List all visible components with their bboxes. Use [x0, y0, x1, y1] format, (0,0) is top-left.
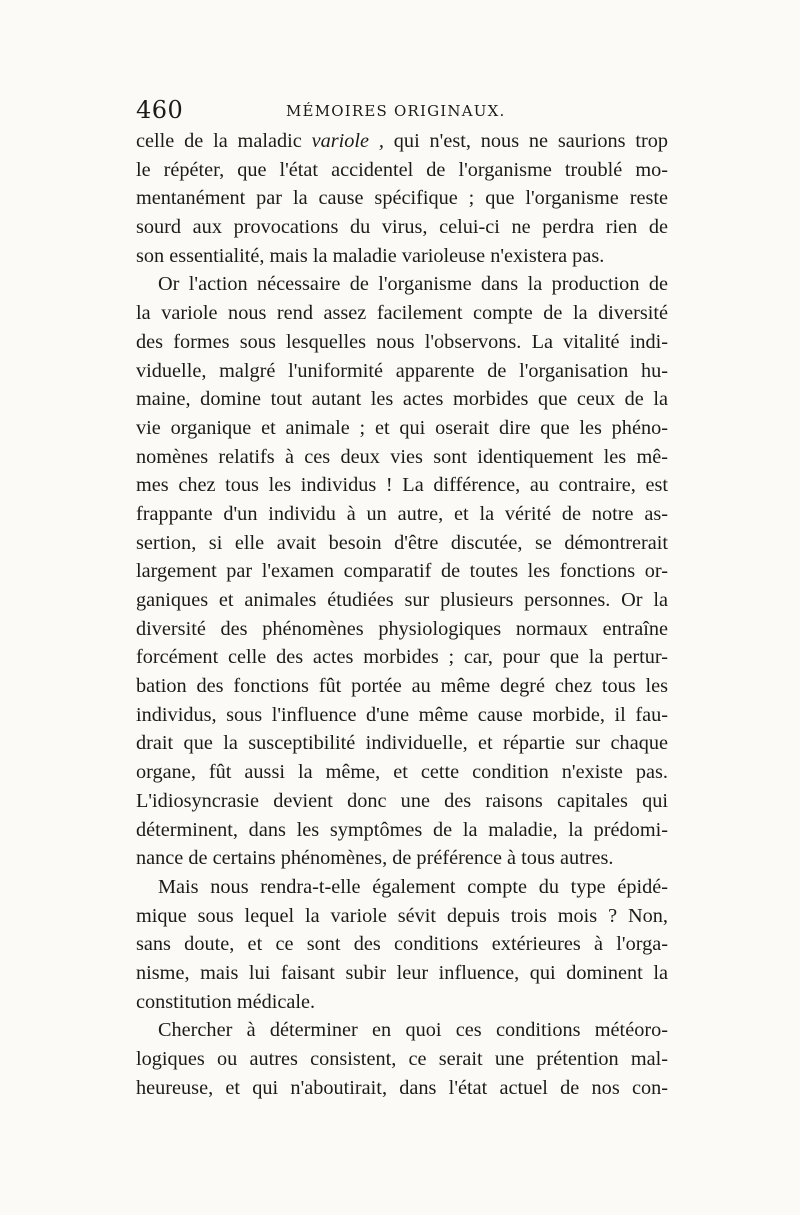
text-line: son essentialité, mais la maladie varioleuse n'existera pas. [136, 244, 605, 267]
text-line: organe, fût aussi la même, et cette condition n'existe pas. [136, 761, 668, 784]
text-line: diversité des phénomènes physiologiques normaux entraîne [136, 617, 668, 640]
text-line: sertion, si elle avait besoin d'être discutée, se démontrerait [136, 531, 668, 554]
text-line: nisme, mais lui faisant subir leur influence, qui dominent la [136, 961, 668, 984]
running-title: MÉMOIRES ORIGINAUX. [286, 102, 506, 120]
text-line: maine, domine tout autant les actes morbides que ceux de la [136, 388, 668, 411]
running-head [136, 96, 668, 126]
text-line: le répéter, que l'état accidentel de l'organisme troublé mo- [136, 158, 668, 181]
text-line: Mais nous rendra-t-elle également compte du type épidé- [158, 875, 668, 898]
paragraph-4 [136, 1016, 668, 1102]
text-line: vie organique et animale ; et qui oserait dire que les phéno- [136, 416, 668, 439]
text-line: sans doute, et ce sont des conditions extérieures à l'orga- [136, 933, 668, 956]
text-line: déterminent, dans les symptômes de la maladie, la prédomi- [136, 818, 668, 841]
text-line: ganiques et animales étudiées sur plusieurs personnes. Or la [136, 589, 668, 611]
text-line: constitution médicale. [136, 990, 316, 1013]
text-line: forcément celle des actes morbides ; car, pour que la pertur- [136, 646, 668, 669]
text-line: heureuse, et qui n'aboutirait, dans l'état actuel de nos con- [136, 1076, 668, 1099]
text-line: nomènes relatifs à ces deux vies sont identiquement les mê- [136, 445, 668, 468]
paragraph-2 [136, 270, 668, 872]
body-text [136, 127, 668, 1102]
text-line: viduelle, malgré l'uniformité apparente de l'organisation hu- [136, 359, 668, 382]
text-line: sourd aux provocations du virus, celui-ci ne perdra rien de [136, 216, 668, 239]
text-line: celle de la maladic variole , qui n'est, nous ne saurions trop [136, 130, 668, 152]
text-line: L'idiosyncrasie devient donc une des raisons capitales qui [136, 789, 668, 812]
text-line: bation des fonctions fût portée au même degré chez tous les [136, 675, 668, 698]
text-line: individus, sous l'influence d'une même cause morbide, il fau- [136, 703, 668, 726]
text-line: logiques ou autres consistent, ce serait une prétention mal- [136, 1048, 668, 1070]
text-line: frappante d'un individu à un autre, et la vérité de notre as- [136, 502, 668, 525]
page-number: 460 [136, 96, 184, 124]
text-line: la variole nous rend assez facilement compte de la diversité [136, 302, 668, 325]
text-line: largement par l'examen comparatif de toutes les fonctions or- [136, 560, 668, 583]
text-line: mentanément par la cause spécifique ; que l'organisme reste [136, 187, 668, 210]
text-line: Or l'action nécessaire de l'organisme dans la production de [158, 273, 668, 296]
text-line: mes chez tous les individus ! La différence, au contraire, est [136, 474, 668, 497]
emphasis-variole: variole , [311, 130, 384, 152]
text-line: Chercher à déterminer en quoi ces conditions météoro- [158, 1019, 668, 1042]
text-line: des formes sous lesquelles nous l'observons. La vitalité indi- [136, 330, 668, 353]
text-line: mique sous lequel la variole sévit depuis trois mois ? Non, [136, 904, 668, 927]
paragraph-3 [136, 873, 668, 1016]
text-line: drait que la susceptibilité individuelle, et répartie sur chaque [136, 732, 668, 755]
paragraph-1 [136, 127, 668, 270]
text-line: nance de certains phénomènes, de préférence à tous autres. [136, 847, 614, 870]
